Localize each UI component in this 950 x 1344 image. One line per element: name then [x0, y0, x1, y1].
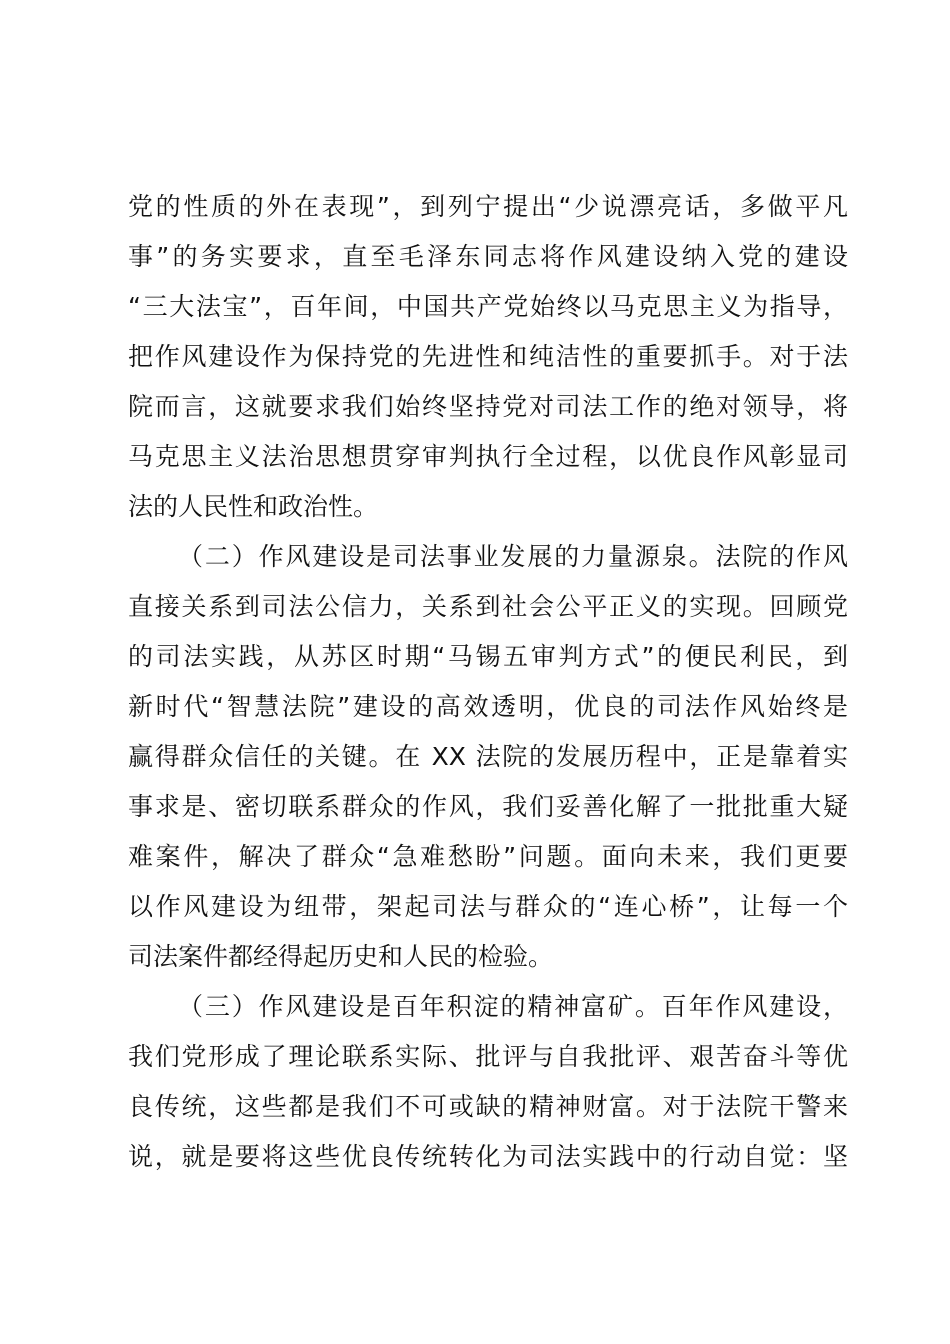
paragraph-2-line-8: 以作风建设为纽带，架起司法与群众的“连心桥”，让每一个	[128, 892, 848, 921]
paragraph-1-line-3: “三大法宝”，百年间，中国共产党始终以马克思主义为指导，	[128, 292, 848, 321]
paragraph-3-line-3: 良传统，这些都是我们不可或缺的精神财富。对于法院干警来	[128, 1092, 848, 1121]
paragraph-2-line-5: 赢得群众信任的关键。在 XX 法院的发展历程中，正是靠着实	[128, 742, 848, 771]
paragraph-3-line-4: 说，就是要将这些优良传统转化为司法实践中的行动自觉：坚	[128, 1142, 848, 1171]
paragraph-1-line-7: 法的人民性和政治性。	[128, 492, 379, 521]
paragraph-2-line-9: 司法案件都经得起历史和人民的检验。	[128, 942, 554, 971]
paragraph-1-line-5: 院而言，这就要求我们始终坚持党对司法工作的绝对领导，将	[128, 392, 848, 421]
paragraph-1-line-4: 把作风建设作为保持党的先进性和纯洁性的重要抓手。对于法	[128, 342, 848, 371]
paragraph-3-line-2: 我们党形成了理论联系实际、批评与自我批评、艰苦奋斗等优	[128, 1042, 848, 1071]
paragraph-2-line-3: 的司法实践，从苏区时期“马锡五审判方式”的便民利民，到	[128, 642, 848, 671]
body-text	[128, 182, 848, 1182]
paragraph-2-line-6: 事求是、密切联系群众的作风，我们妥善化解了一批批重大疑	[128, 792, 848, 821]
paragraph-2-line-2: 直接关系到司法公信力，关系到社会公平正义的实现。回顾党	[128, 592, 848, 621]
paragraph-2-line-1: （二）作风建设是司法事业发展的力量源泉。法院的作风	[178, 542, 848, 571]
paragraph-3-line-1: （三）作风建设是百年积淀的精神富矿。百年作风建设，	[178, 992, 848, 1021]
paragraph-1-line-1: 党的性质的外在表现”，到列宁提出“少说漂亮话，多做平凡	[128, 192, 848, 221]
paragraph-1-line-6: 马克思主义法治思想贯穿审判执行全过程，以优良作风彰显司	[128, 442, 848, 471]
paragraph-1-line-2: 事”的务实要求，直至毛泽东同志将作风建设纳入党的建设	[128, 242, 848, 271]
paragraph-2-line-7: 难案件，解决了群众“急难愁盼”问题。面向未来，我们更要	[128, 842, 848, 871]
paragraph-2-line-4: 新时代“智慧法院”建设的高效透明，优良的司法作风始终是	[128, 692, 848, 721]
